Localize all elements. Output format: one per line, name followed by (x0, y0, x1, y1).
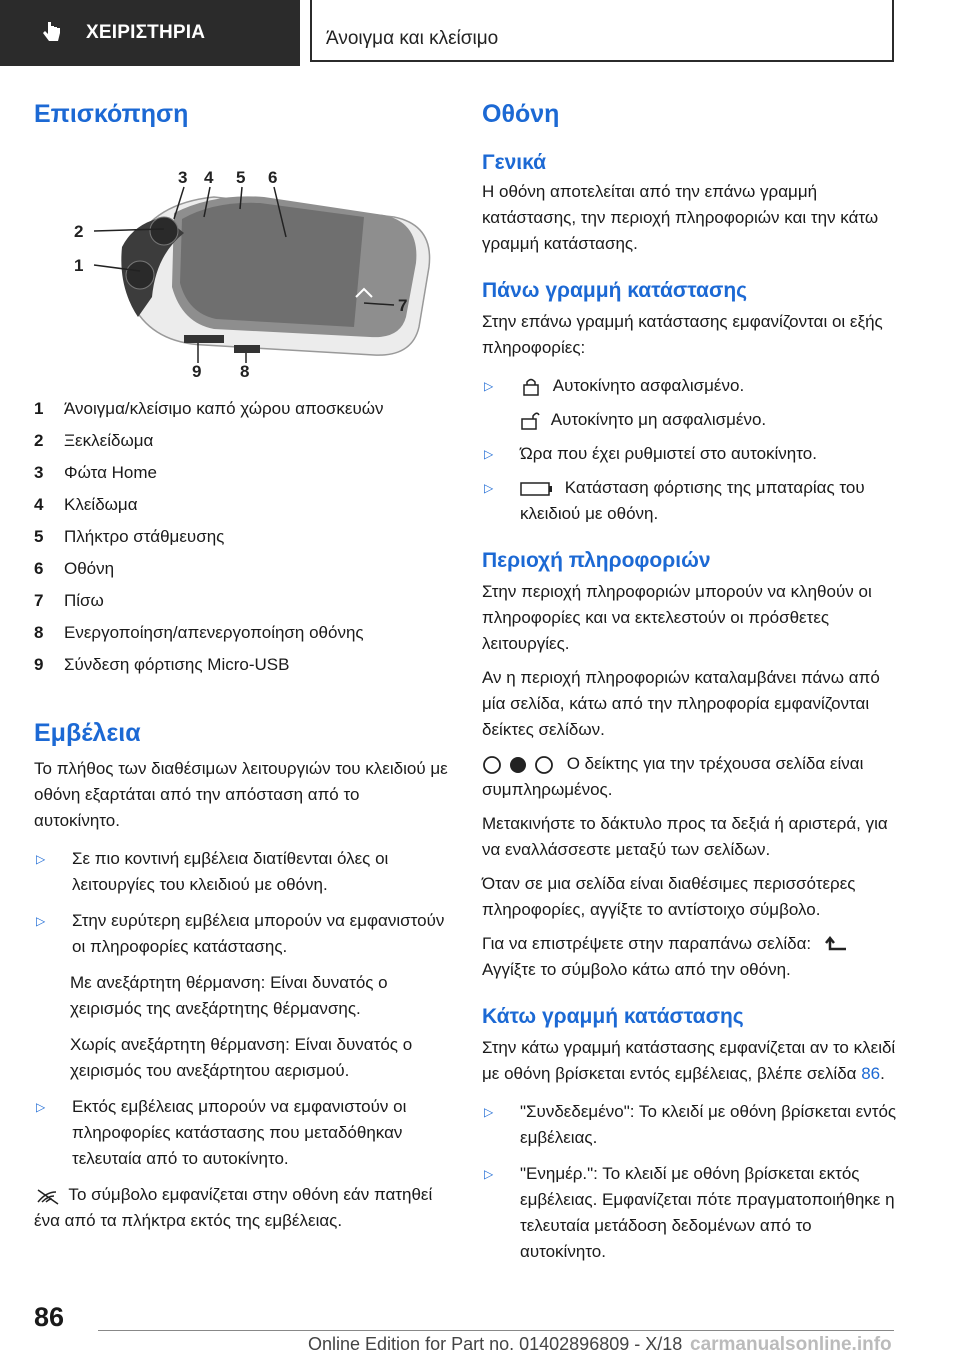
bullet-triangle-icon: ▷ (36, 852, 46, 866)
legend-item: 8 Ενεργοποίηση/απενεργοποίηση οθόνης (34, 623, 364, 642)
legend-item: 4 Κλείδωμα (34, 495, 138, 514)
bullet-triangle-icon: ▷ (484, 447, 494, 461)
display-title: Οθόνη (482, 100, 560, 128)
top-item-unlocked: Αυτοκίνητο μη ασφαλισμένο. (482, 407, 902, 433)
edition-text: Online Edition for Part no. 01402896809 - X/18 (308, 1334, 683, 1354)
left-column (34, 100, 448, 1234)
range-sub-heater: Με ανεξάρτητη θέρμανση: Είναι δυνατός ο χειρισμός της ανεξάρτητης θέρμανσης. (70, 973, 388, 1018)
info-text-1: Στην περιοχή πληροφοριών μπορούν να κληθούν οι πληροφορίες και να εκτελεστούν οι πρόσθετες λειτουργίες. (482, 582, 872, 653)
range-bullet-near: ▷ Σε πιο κοντινή εμβέλεια διατίθενται όλες οι λειτουργίες του κλειδιού με οθόνη. (34, 846, 448, 898)
lock-closed-icon (520, 377, 542, 397)
top-status-text: Στην επάνω γραμμή κατάστασης εμφανίζονται οι εξής πληροφορίες: (482, 312, 883, 357)
footer-divider (98, 1330, 894, 1331)
bottom-status-text: Στην κάτω γραμμή κατάστασης εμφανίζεται αν το κλειδί με οθόνη βρίσκεται εντός εμβέλειας, βλέπε σελίδα 86. (482, 1038, 896, 1083)
range-sub-vent: Χωρίς ανεξάρτητη θέρμανση: Είναι δυνατός ο χειρισμός του ανεξάρτητου αερισμού. (70, 1035, 413, 1080)
info-area-title: Περιοχή πληροφοριών (482, 549, 711, 572)
hand-touch-icon (36, 18, 66, 48)
callout-7: 7 (398, 296, 408, 315)
general-title: Γενικά (482, 151, 547, 174)
legend-list (34, 393, 448, 681)
chapter-header (310, 0, 894, 62)
legend-item: 5 Πλήκτρο στάθμευσης (34, 527, 225, 546)
bottom-item-updated: ▷ "Ενημέρ.": Το κλειδί με οθόνη βρίσκεται εκτός εμβέλειας. Εμφανίζεται πότε πραγματοποιήθηκε η τελευταία μετάδοση δεδομένων από το αυτοκίνητο. (482, 1161, 902, 1265)
top-item-battery: ▷ Κατάσταση φόρτισης της μπαταρίας του κλειδιού με οθόνη. (482, 475, 902, 527)
info-text-2: Αν η περιοχή πληροφοριών καταλαμβάνει πάνω από μία σελίδα, κάτω από την πληροφορία εμφανίζονται δείκτες σελίδων. (482, 668, 880, 739)
legend-item: 2 Ξεκλείδωμα (34, 431, 154, 450)
lock-open-icon (518, 411, 540, 431)
callout-8: 8 (240, 362, 250, 377)
bottom-status-title: Κάτω γραμμή κατάστασης (482, 1005, 744, 1028)
page-link[interactable]: 86 (861, 1064, 881, 1083)
legend-item: 9 Σύνδεση φόρτισης Micro-USB (34, 655, 290, 674)
bullet-triangle-icon: ▷ (484, 1167, 494, 1181)
bullet-triangle-icon: ▷ (484, 481, 494, 495)
range-note: Το σύμβολο εμφανίζεται στην οθόνη εάν πατηθεί ένα από τα πλήκτρα εκτός της εμβέλειας. (34, 1185, 433, 1230)
watermark: carmanualsonline.info (690, 1334, 892, 1355)
bullet-triangle-icon: ▷ (36, 914, 46, 928)
callout-1: 1 (74, 256, 84, 275)
info-text-3: Ο δείκτης για την τρέχουσα σελίδα είναι συμπληρωμένος. (482, 754, 864, 799)
top-item-time: ▷ Ώρα που έχει ρυθμιστεί στο αυτοκίνητο. (482, 441, 902, 467)
battery-icon (520, 481, 554, 497)
bottom-item-connected: ▷ "Συνδεδεμένο": Το κλειδί με οθόνη βρίσκεται εντός εμβέλειας. (482, 1099, 902, 1151)
legend-item: 1 Άνοιγμα/κλείσιμο καπό χώρου αποσκευών (34, 399, 384, 418)
key-illustration (64, 167, 444, 377)
top-item-locked: ▷ Αυτοκίνητο ασφαλισμένο. (482, 373, 902, 399)
callout-5: 5 (236, 168, 246, 187)
overview-title: Επισκόπηση (34, 100, 189, 128)
legend-item: 7 Πίσω (34, 591, 104, 610)
info-text-4: Μετακινήστε το δάκτυλο προς τα δεξιά ή αριστερά, για να εναλλάσσεστε μεταξύ των σελίδων. (482, 814, 888, 859)
callout-3: 3 (178, 168, 188, 187)
bullet-triangle-icon: ▷ (484, 1105, 494, 1119)
section-title: ΧΕΙΡΙΣΤΗΡΙΑ (86, 22, 206, 43)
bullet-triangle-icon: ▷ (36, 1100, 46, 1114)
info-text-5: Όταν σε μια σελίδα είναι διαθέσιμες περισσότερες πληροφορίες, αγγίξτε το αντίστοιχο σύμβολο. (482, 874, 856, 919)
range-title: Εμβέλεια (34, 719, 141, 747)
callout-2: 2 (74, 222, 84, 241)
bullet-triangle-icon: ▷ (484, 379, 494, 393)
callout-9: 9 (192, 362, 202, 377)
general-text: Η οθόνη αποτελείται από την επάνω γραμμή κατάστασης, την περιοχή πληροφοριών και την κάτω γραμμή κατάστασης. (482, 182, 879, 253)
right-column (482, 100, 902, 1265)
legend-item: 3 Φώτα Home (34, 463, 157, 482)
section-tab (0, 0, 300, 66)
callout-4: 4 (204, 168, 214, 187)
top-status-title: Πάνω γραμμή κατάστασης (482, 279, 748, 302)
no-signal-icon (34, 1186, 64, 1206)
callout-6: 6 (268, 168, 278, 187)
range-intro: Το πλήθος των διαθέσιμων λειτουργιών του κλειδιού με οθόνη εξαρτάται από την απόσταση από το αυτοκίνητο. (34, 759, 448, 830)
chapter-title: Άνοιγμα και κλείσιμο (326, 28, 499, 49)
info-text-6: Για να επιστρέψετε στην παραπάνω σελίδα: Αγγίξτε το σύμβολο κάτω από την οθόνη. (482, 931, 902, 983)
range-bullet-far: ▷ Στην ευρύτερη εμβέλεια μπορούν να εμφανιστούν οι πληροφορίες κατάστασης. (34, 908, 448, 960)
page-number: 86 (34, 1302, 65, 1332)
range-bullet-out: ▷ Εκτός εμβέλειας μπορούν να εμφανιστούν οι πληροφορίες κατάστασης που μεταδόθηκαν τελευταία από το αυτοκίνητο. (34, 1094, 448, 1172)
page-indicator-icon (482, 755, 562, 775)
back-arrow-icon (822, 935, 852, 955)
legend-item: 6 Οθόνη (34, 559, 115, 578)
